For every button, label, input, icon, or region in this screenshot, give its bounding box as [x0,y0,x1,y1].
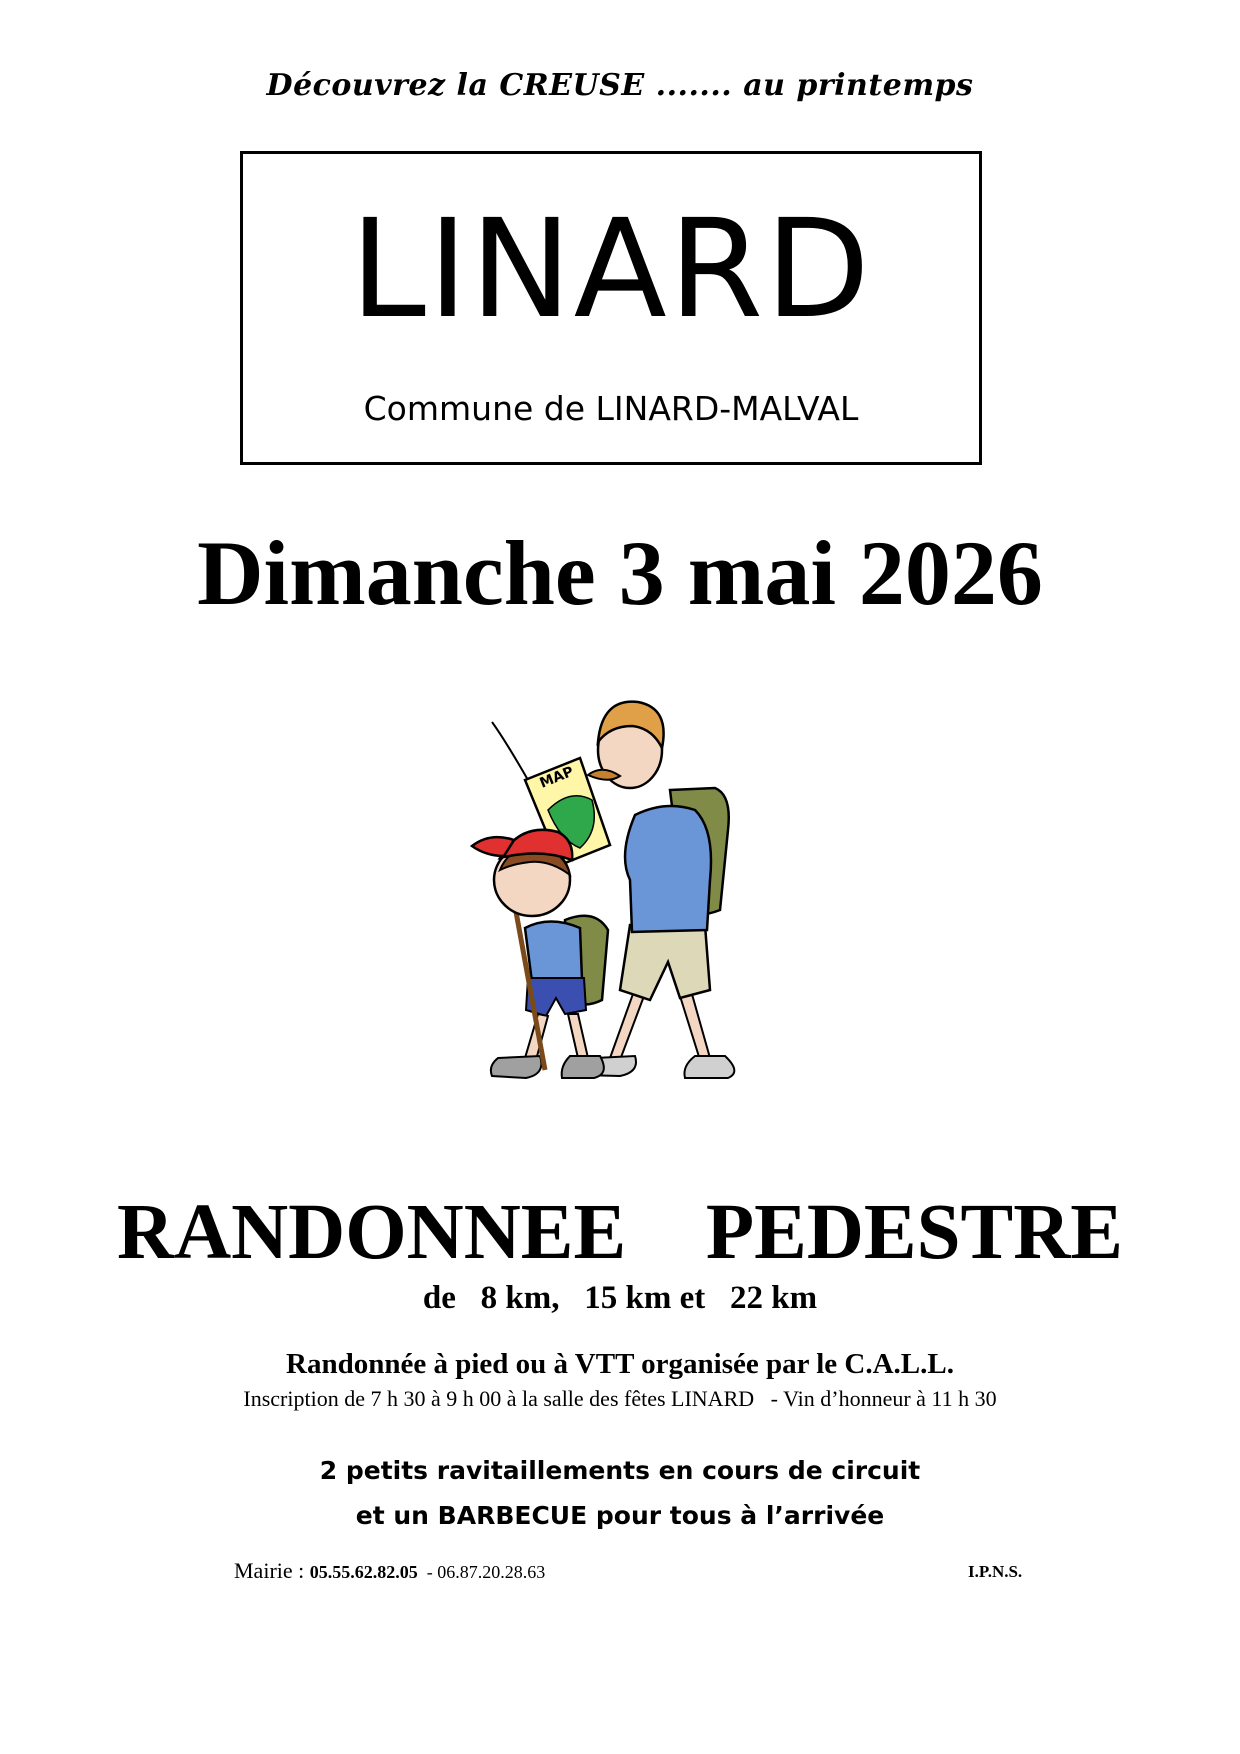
refreshments-line-2: et un BARBECUE pour tous à l’arrivée [355,1501,885,1530]
map-label: MAP [537,763,576,792]
town-sign [240,151,982,465]
contact-info [234,1558,545,1584]
child-shoe-right [562,1056,604,1078]
child-shoe-left [491,1056,542,1078]
refreshments [0,1448,1240,1538]
town-name: LINARD [350,191,872,349]
adult-shorts [620,925,710,1000]
contact-phone-primary: 05.55.62.82.05 [309,1562,418,1582]
commune-name: Commune de LINARD-MALVAL [363,389,859,428]
adult-shirt [625,806,711,932]
child-shirt [525,922,582,983]
map-cord [492,722,528,780]
event-organiser: Randonnée à pied ou à VTT organisée par le C.A.L.L. [286,1348,954,1380]
contact-phone-secondary: - 06.87.20.28.63 [417,1562,546,1582]
tagline: Découvrez la CREUSE ....... au printemps [266,68,974,103]
child-leg-right [568,1014,588,1058]
event-registration: Inscription de 7 h 30 à 9 h 00 à la salle des fêtes LINARD - Vin d’honneur à 11 h 30 [243,1386,997,1411]
refreshments-line-1: 2 petits ravitaillements en cours de circuit [319,1456,921,1485]
adult-shoe-right [684,1056,734,1078]
event-distances: de 8 km, 15 km et 22 km [422,1280,818,1316]
event-title: RANDONNEE PEDESTRE [117,1189,1123,1276]
ipns-mention: I.P.N.S. [968,1562,1023,1581]
event-date: Dimanche 3 mai 2026 [197,522,1043,624]
hikers-illustration [470,680,770,1130]
contact-label: Mairie : [234,1558,310,1583]
